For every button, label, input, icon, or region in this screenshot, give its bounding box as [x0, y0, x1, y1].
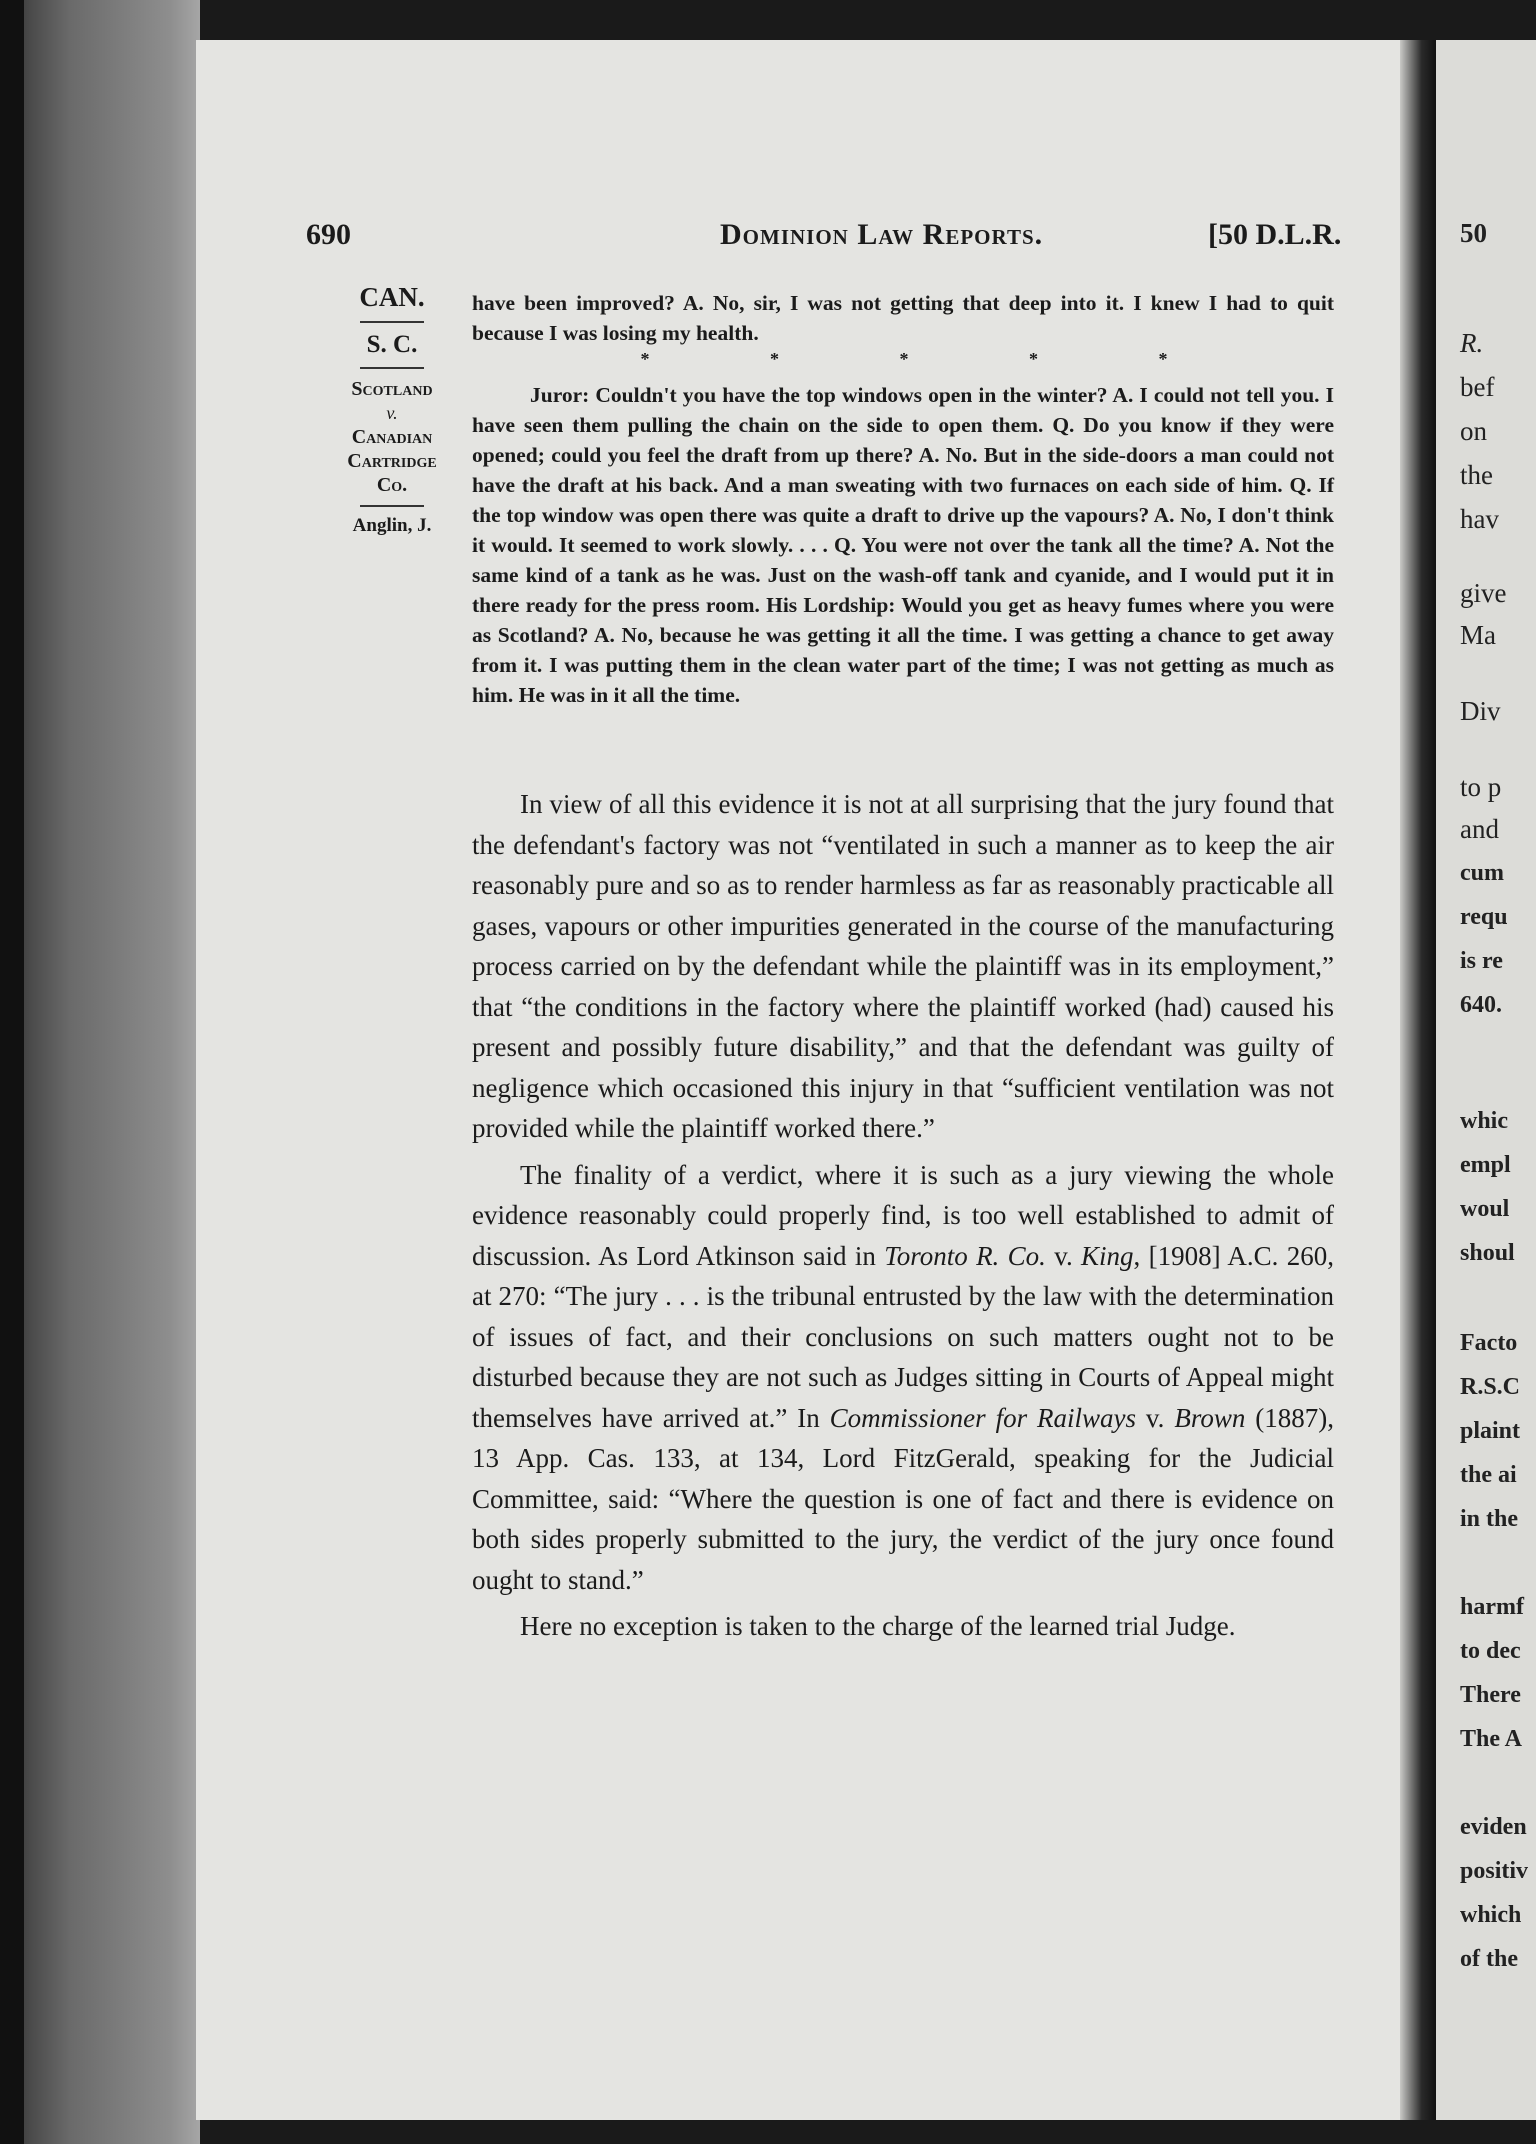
facing-page-line: shoul	[1460, 1240, 1515, 1266]
versus: v.	[386, 403, 398, 423]
testimony-paragraph: Juror: Couldn't you have the top windows open in the winter? A. I could not tell you. I have seen them pulling the chain on the side to open them. Q. Do you know if they were opened; could you feel the draft from up there? A. No. But in the side-doors a man could not have the draft at his back. And a man sweating with two furnaces on each side of him. Q. If the top window was open there was quite a draft to drive up the vapours? A. No, I don't think it would. It seemed to work slowly. . . . Q. You were not over the tank all the time? A. Not the same kind of a tank as he was. Just on the wash-off tank and cyanide, and I would put it in there ready for the press room. His Lordship: Would you get as heavy fumes where you were as Scotland? A. No, because he was getting it all the time. I was getting a chance to get away from it. I was putting them in the clean water part of the time; I was not getting as much as him. He was in it all the time.	[472, 383, 1334, 707]
book-spine-edge	[0, 0, 24, 2144]
opinion-text	[472, 784, 1334, 1647]
facing-page-line: which	[1460, 1902, 1522, 1928]
party-defendant-line3: Co.	[376, 474, 408, 496]
facing-page-line: the	[1460, 460, 1493, 490]
facing-page-line: whic	[1460, 1108, 1508, 1134]
facing-page-line: the ai	[1460, 1462, 1517, 1488]
facing-page-fragment	[1436, 40, 1536, 2120]
facing-page-line: on	[1460, 416, 1487, 446]
page-number: 690	[306, 218, 351, 251]
facing-page-line: plaint	[1460, 1418, 1521, 1444]
judge-name: Anglin, J.	[352, 515, 432, 536]
party-defendant-line2: Cartridge	[347, 450, 437, 472]
jurisdiction: CAN.	[359, 282, 425, 312]
facing-page-line: is re	[1460, 948, 1503, 974]
facing-page-line: There	[1460, 1682, 1521, 1708]
page-gutter	[1400, 40, 1436, 2120]
paragraph-text: (1887), 13 App. Cas. 133, at 134, Lord FitzGerald, speaking for the Judicial Committee, said: “Where the question is one of fact and there is evidence on both sides properly submitted to the jury, the verdict of the jury once found ought to stand.”	[472, 1402, 1334, 1595]
facing-page-line: R.S.C	[1460, 1374, 1521, 1400]
margin-note	[326, 282, 458, 537]
facing-page-line: cum	[1460, 860, 1504, 886]
facing-page-line: in the	[1460, 1506, 1519, 1532]
facing-page-line: give	[1460, 578, 1507, 608]
opinion-paragraph	[472, 1155, 1334, 1601]
facing-page-line: woul	[1460, 1196, 1510, 1222]
facing-page-line: eviden	[1460, 1814, 1527, 1840]
testimony-paragraph: have been improved? A. No, sir, I was not getting that deep into it. I knew I had to quit because I was losing my health.	[472, 291, 1334, 345]
facing-page-header: 50	[1460, 218, 1487, 248]
versus: v.	[1045, 1240, 1082, 1271]
facing-page-line: hav	[1460, 504, 1499, 534]
facing-page-line: of the	[1460, 1946, 1518, 1972]
facing-page-line: positiv	[1460, 1858, 1529, 1884]
case-citation: King	[1081, 1240, 1134, 1271]
versus: v.	[1136, 1402, 1175, 1433]
facing-page-line: empl	[1460, 1152, 1511, 1178]
facing-page-line: 640.	[1460, 992, 1502, 1018]
facing-page-line: The A	[1460, 1726, 1523, 1752]
opinion-paragraph: Here no exception is taken to the charge of the learned trial Judge.	[520, 1611, 1236, 1641]
case-citation: Toronto R. Co.	[884, 1240, 1046, 1271]
facing-page-line: and	[1460, 814, 1499, 844]
ellipsis-stars: * * * * *	[640, 349, 1226, 369]
facing-page-line: requ	[1460, 904, 1508, 930]
facing-page-line: to p	[1460, 772, 1502, 802]
facing-page-line: harmf	[1460, 1594, 1524, 1620]
divider	[360, 367, 424, 369]
facing-page-line: Ma	[1460, 620, 1496, 650]
party-plaintiff: Scotland	[351, 378, 433, 400]
paragraph-text: The finality of a verdict, where it is such as a jury viewing the whole evidence reasonably could properly find, is too well established to admit of discussion. As Lord Atkinson said in	[472, 1159, 1334, 1271]
case-name	[326, 377, 458, 497]
facing-page-line: Div	[1460, 696, 1501, 726]
facing-page-line: Facto	[1460, 1330, 1518, 1356]
paragraph-text: , [1908] A.C. 260, at 270: “The jury . . . is the tribunal entrusted by the law with the determination of issues of fact, and their conclusions on such matters ought not to be disturbed because they are not such as Judges sitting in Courts of Appeal might themselves have arrived at.” In	[472, 1240, 1335, 1433]
facing-page-line: bef	[1460, 372, 1495, 402]
running-title: Dominion Law Reports.	[720, 218, 1044, 251]
volume-reference: [50 D.L.R.	[1208, 218, 1342, 251]
divider	[360, 505, 424, 507]
facing-page-line: R.	[1460, 328, 1484, 358]
opinion-paragraph: In view of all this evidence it is not at all surprising that the jury found that the defendant's factory was not “ventilated in such a manner as to keep the air reasonably pure and so as to render harmless as far as reasonably practicable all gases, vapours or other impurities generated in the course of the manufacturing process carried on by the defendant while the plaintiff was in its employment,” that “the conditions in the factory where the plaintiff worked (had) caused his present and possibly future disability,” and that the defendant was guilty of negligence which occasioned this injury in that “sufficient ventilation was not provided while the plaintiff worked there.”	[472, 789, 1334, 1143]
book-binding	[0, 0, 200, 2144]
case-citation: Commissioner for Railways	[829, 1402, 1136, 1433]
testimony-block	[472, 288, 1334, 710]
divider	[360, 321, 424, 323]
case-citation: Brown	[1174, 1402, 1246, 1433]
facing-page-line: to dec	[1460, 1638, 1521, 1664]
party-defendant-line1: Canadian	[351, 426, 433, 448]
court: S. C.	[366, 331, 418, 358]
